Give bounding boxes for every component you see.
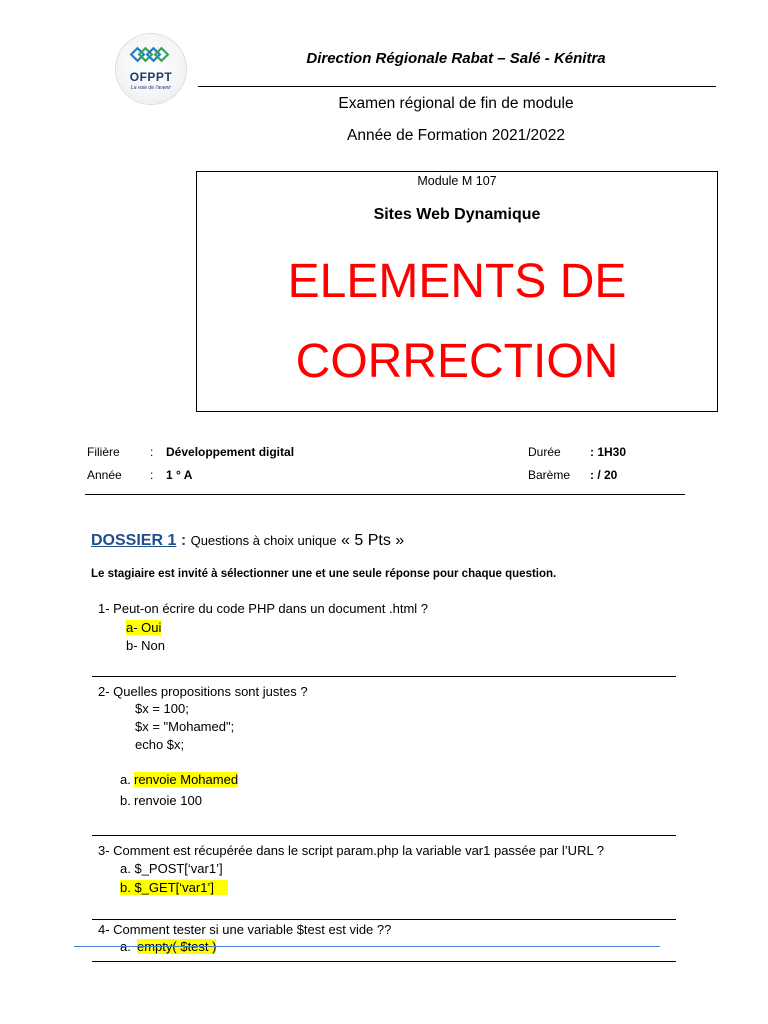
question-1-option-b: b- Non [126,638,166,653]
correction-heading [197,242,717,402]
duree-value: : 1H30 [590,445,627,459]
dossier-points: « 5 Pts » [341,532,405,549]
code-line-3: echo $x; [135,737,185,752]
logo-text: OFPPT [129,70,173,84]
ofppt-logo [116,34,186,104]
question-4-text: 4- Comment tester si une variable $test est vide ?? [98,922,392,937]
question-4-answer-highlight: empty( $test ) [137,939,217,954]
info-divider [85,494,685,495]
module-subject: Sites Web Dynamique [373,206,541,223]
page-break-line [74,946,660,947]
question-2-answer-highlight: renvoie Mohamed [134,772,239,787]
question-4-option-a-marker: a. [120,939,131,954]
question-3-option-b [120,880,228,895]
dossier-colon: : [180,532,187,549]
direction-title: Direction Régionale Rabat – Salé - Kénitra [306,50,606,67]
module-code: Module M 107 [417,174,497,188]
duree-label: Durée [528,445,561,459]
question-1-option-a [126,620,161,635]
annee-label: Année [87,468,122,482]
question-2-option-b-marker: b. [120,793,131,808]
filiere-label: Filière [87,445,120,459]
correction-line-1: ELEMENTS DE [287,255,627,308]
title-box [196,171,718,412]
ofppt-logo-mark-icon [116,34,186,104]
header-divider [198,86,716,87]
question-3-answer-highlight: b. $_GET[‘var1’] [120,880,228,895]
question-divider [92,676,676,677]
bareme-value: : / 20 [590,468,618,482]
question-2-option-a [134,772,238,787]
training-year: Année de Formation 2021/2022 [346,127,566,144]
question-1-text: 1- Peut-on écrire du code PHP dans un document .html ? [98,601,429,616]
bareme-label: Barème [528,468,571,482]
dossier-heading [91,532,404,550]
question-3-option-a: a. $_POST[‘var1’] [120,861,223,876]
code-line-2: $x = "Mohamed"; [135,719,235,734]
question-divider [92,919,676,920]
question-1-answer-highlight: a- Oui [126,620,162,635]
annee-value: 1 ° A [166,468,193,482]
question-divider [92,835,676,836]
correction-line-2: CORRECTION [295,335,619,388]
code-line-1: $x = 100; [135,701,189,716]
question-2-option-b: renvoie 100 [134,793,202,808]
instruction-text: Le stagiaire est invité à sélectionner une et une seule réponse pour chaque question. [91,568,557,580]
question-2-option-a-marker: a. [120,772,131,787]
exam-title: Examen régional de fin de module [338,95,574,112]
question-3-text: 3- Comment est récupérée dans le script param.php la variable var1 passée par l’URL ? [98,843,605,858]
question-2-text: 2- Quelles propositions sont justes ? [98,684,308,699]
dossier-subtitle: Questions à choix unique [190,533,337,548]
dossier-label: DOSSIER 1 [91,532,177,549]
question-divider [92,961,676,962]
annee-separator: : [150,468,154,482]
logo-subtext: La voie de l'avenir [130,85,172,91]
filiere-separator: : [150,445,154,459]
filiere-value: Développement digital [166,445,295,459]
